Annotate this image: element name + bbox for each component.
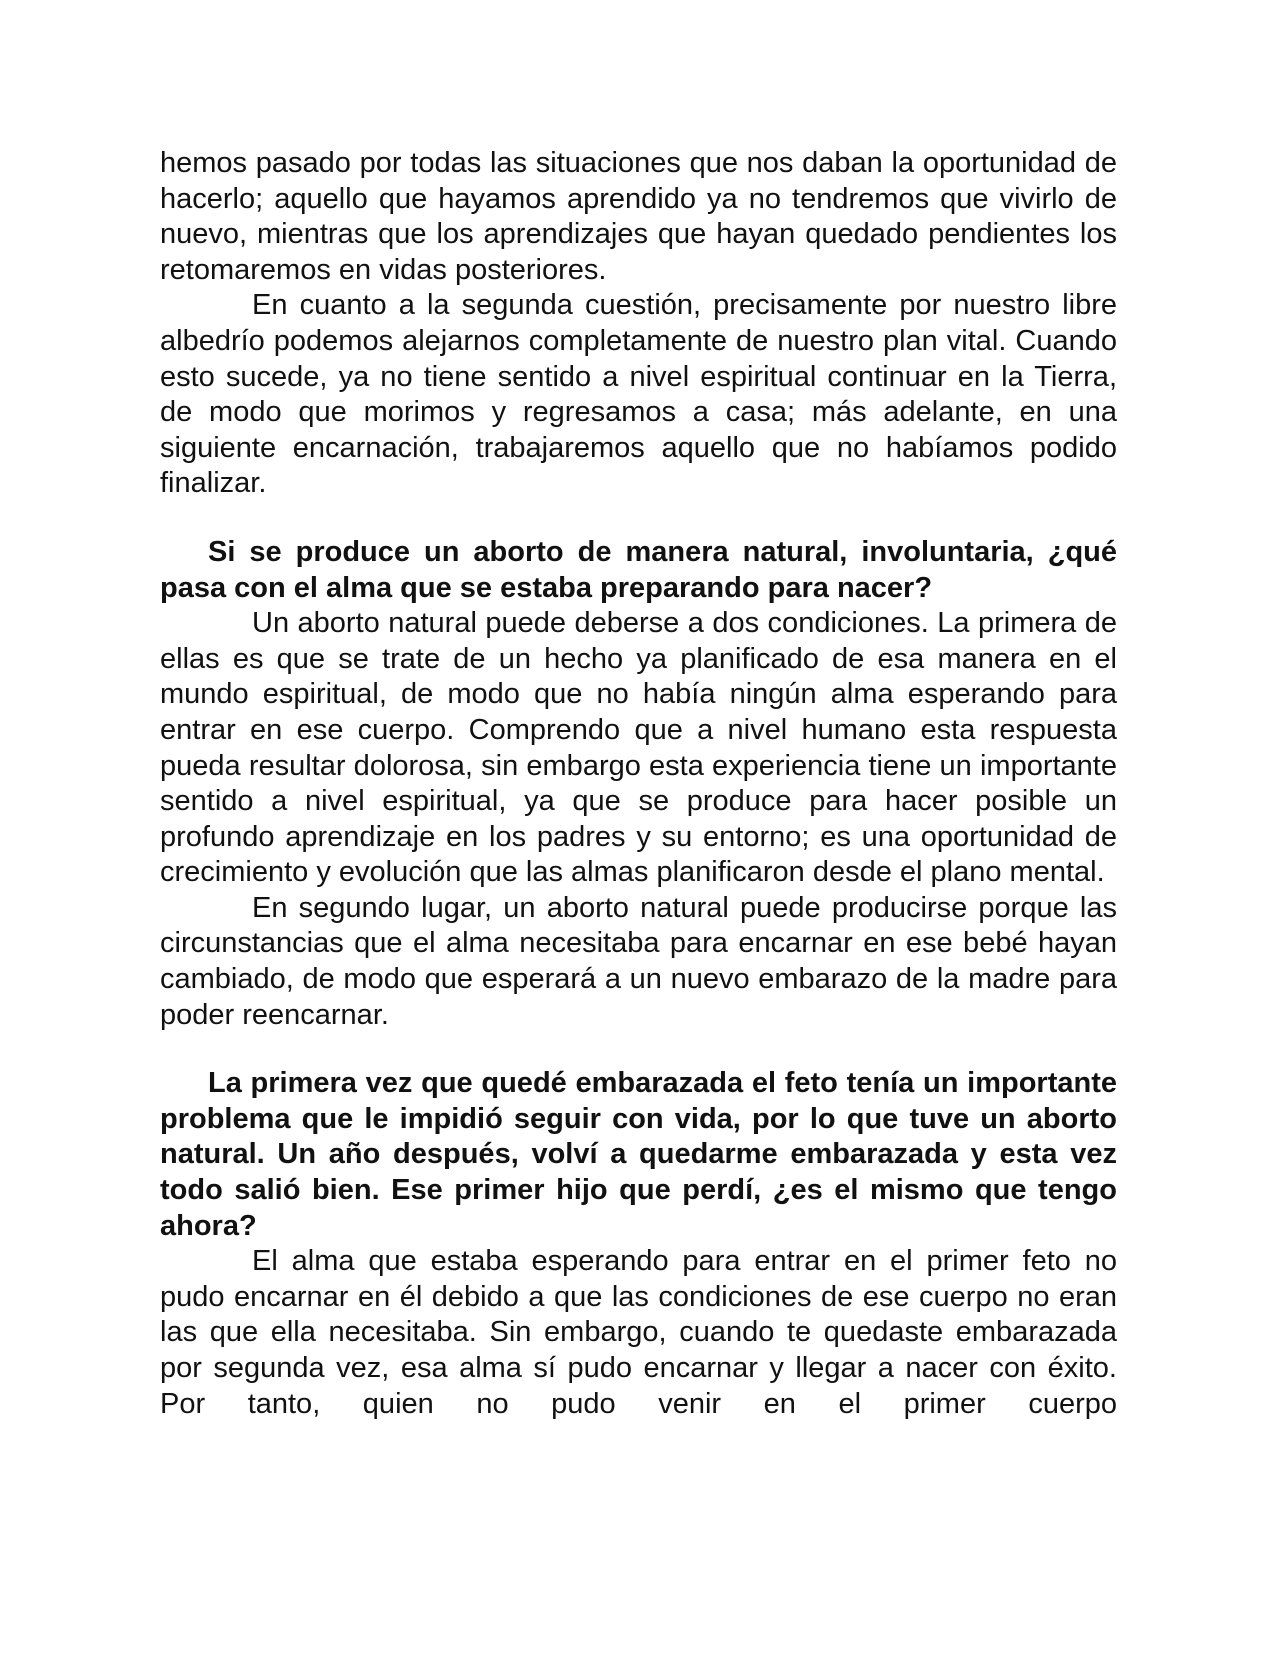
answer-paragraph-same-soul: El alma que estaba esperando para entrar en el primer feto no pudo encarnar en él debido a que las condiciones de ese cuerpo no eran las que ella necesitaba. Sin embargo, cuando te quedaste embarazada por segunda vez, esa alma sí pudo encarnar y llegar a nacer con éxito. Por tanto, quien no pudo venir en el primer cuerpo — [160, 1245, 1117, 1420]
paragraph-spacer — [160, 1033, 1117, 1066]
paragraph-continuation: hemos pasado por todas las situaciones que nos daban la oportunidad de hacerlo; aquello que hayamos aprendido ya no tendremos que vivirlo de nuevo, mientras que los aprendizajes que hayan quedado pendientes los retomaremos en vidas posteriores. — [160, 147, 1117, 286]
question-heading-natural-abortion: Si se produce un aborto de manera natural, involuntaria, ¿qué pasa con el alma que se estaba preparando para nacer? — [160, 535, 1117, 604]
document-page — [160, 146, 1117, 1422]
paragraph-spacer — [160, 502, 1117, 535]
answer-paragraph-second-reason: En segundo lugar, un aborto natural puede producirse porque las circunstancias que el alma necesitaba para encarnar en ese bebé hayan cambiado, de modo que esperará a un nuevo embarazo de la madre para poder reencarnar. — [160, 891, 1117, 1031]
paragraph-second-question-answer: En cuanto a la segunda cuestión, precisamente por nuestro libre albedrío podemos alejarnos completamente de nuestro plan vital. Cuando esto sucede, ya no tiene sentido a nivel espiritual continuar en la Tierra, de modo que morimos y regresamos a casa; más adelante, en una siguiente encarnación, trabajaremos aquello que no habíamos podido finalizar. — [160, 289, 1117, 500]
question-heading-first-pregnancy: La primera vez que quedé embarazada el feto tenía un importante problema que le impidió seguir con vida, por lo que tuve un aborto natural. Un año después, volví a quedarme embarazada y esta vez todo salió bien. Ese primer hijo que perdí, ¿es el mismo que tengo ahora? — [160, 1067, 1117, 1242]
answer-paragraph-conditions: Un aborto natural puede deberse a dos condiciones. La primera de ellas es que se trate de un hecho ya planificado de esa manera en el mundo espiritual, de modo que no había ningún alma esperando para entrar en ese cuerpo. Comprendo que a nivel humano esta respuesta pueda resultar dolorosa, sin embargo esta experiencia tiene un importante sentido a nivel espiritual, ya que se produce para hacer posible un profundo aprendizaje en los padres y su entorno; es una oportunidad de crecimiento y evolución que las almas planificaron desde el plano mental. — [160, 607, 1117, 889]
